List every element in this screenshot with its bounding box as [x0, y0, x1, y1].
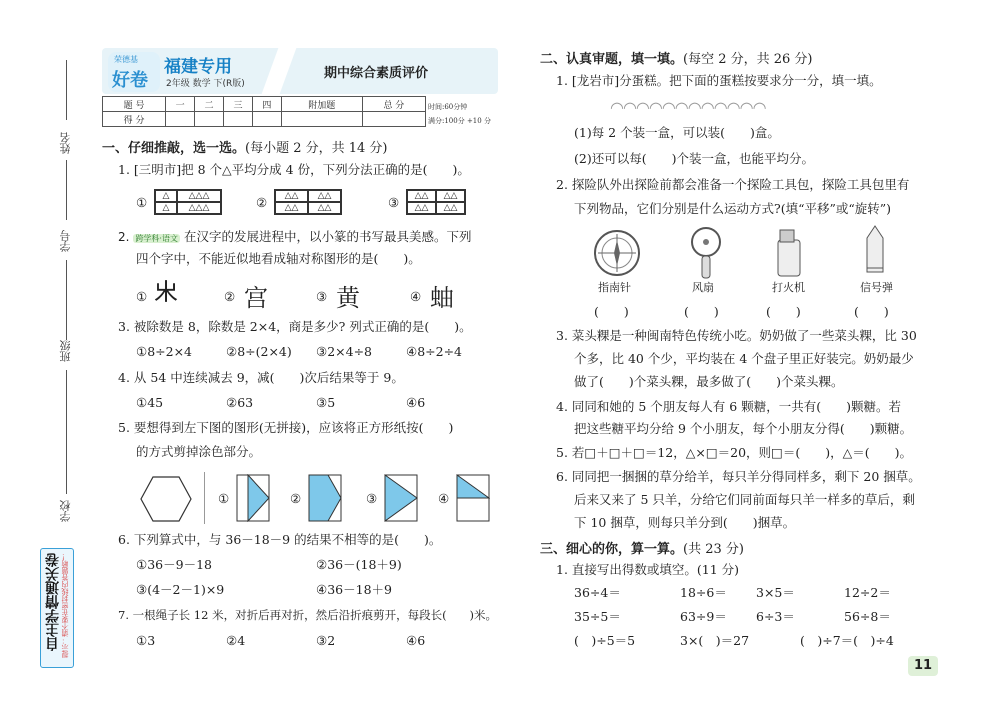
flare-icon	[864, 224, 886, 278]
s2-q6-line1: 6. 同同把一捆捆的草分给羊，每只羊分得同样多，剩下 20 捆草。	[556, 469, 921, 484]
s1-q1-opt3: ③	[388, 195, 400, 210]
s1-q5-line2: 的方式剪掉涂色部分。	[136, 444, 262, 459]
badge-note: 提示：请不要在密封线内答题哟！	[61, 553, 69, 658]
name-line-lower	[66, 160, 67, 220]
s1-q6-opt3: ③(4－2－1)×9	[136, 582, 225, 597]
score-blank[interactable]	[362, 112, 425, 127]
s1-q6-opt1: ①36－9－18	[136, 557, 212, 572]
triangle-cell: △△	[308, 202, 341, 214]
calc-cell: 36÷4＝	[574, 585, 621, 600]
s1-q5-opt3: ③	[366, 491, 378, 506]
class-label: 班级	[59, 340, 72, 362]
tool-label-flare: 信号弹	[860, 281, 893, 294]
seal-glyph-2: 宫	[244, 284, 268, 312]
school-label: 学校	[59, 500, 72, 522]
calc-cell: 63÷9＝	[680, 609, 727, 624]
s1-q6: 6. 下列算式中，与 36－18－9 的结果不相等的是( )。	[118, 532, 442, 547]
exam-header	[102, 48, 498, 94]
s1-q5-line1: 5. 要想得到左下图的图形(无拼接)，应该将正方形纸按( )	[118, 420, 454, 435]
score-cell: 三	[224, 97, 253, 112]
answer-blank-fan[interactable]: ( )	[684, 304, 719, 319]
time-info	[428, 100, 491, 128]
tool-label-fan: 风扇	[692, 281, 714, 294]
triangle-cell: △△	[436, 202, 465, 214]
s1-q2-opt2: ②	[224, 289, 236, 304]
calc-cell: 56÷8＝	[844, 609, 891, 624]
q2-line1: 在汉字的发展进程中，以小篆的书写最具美感。下列	[183, 229, 472, 244]
student-id-line	[66, 260, 67, 340]
region-title: 福建专用	[164, 57, 232, 77]
s2-q1: 1. [龙岩市]分蛋糕。把下面的蛋糕按要求分一分，填一填。	[556, 73, 882, 88]
q2-number: 2.	[118, 230, 130, 244]
triangle-cell: △△	[407, 190, 436, 202]
section2-title	[540, 48, 813, 67]
s1-q2	[118, 228, 471, 248]
s2-q2-line1: 2. 探险队外出探险前都会准备一个探险工具包，探险工具包里有	[556, 177, 910, 192]
triangle-cell: △△	[275, 202, 308, 214]
triangle-cell: △△	[308, 190, 341, 202]
s1-q2-line2: 四个字中，不能近似地看成轴对称图形的是( )。	[136, 251, 421, 266]
tool-label-lighter: 打火机	[772, 281, 805, 294]
s2-q3-line1: 3. 菜头粿是一种闽南特色传统小吃。奶奶做了一些菜头粿，比 30	[556, 328, 917, 343]
brand-logo	[108, 52, 160, 92]
tool-label-compass: 指南针	[598, 281, 631, 294]
binding-margin	[0, 0, 92, 711]
s2-q3-line3: 做了( )个菜头粿，最多做了( )个菜头粿。	[574, 374, 844, 389]
section3-title	[540, 538, 744, 557]
s2-q1-b: (2)还可以每( )个装一盒，也能平均分。	[574, 151, 814, 166]
score-cell: 题 号	[103, 97, 166, 112]
cross-subject-tag: 跨学科·语文	[135, 234, 178, 243]
calc-cell: 35÷5＝	[574, 609, 621, 624]
s1-q2-opt3: ③	[316, 289, 328, 304]
s1-q6-opt2: ②36－(18＋9)	[316, 557, 402, 572]
time-limit: 时间:60分钟	[428, 103, 468, 111]
score-table-header-row	[103, 97, 426, 112]
section1-note: (每小题 2 分，共 14 分)	[245, 141, 388, 156]
score-blank[interactable]	[166, 112, 195, 127]
triangle-cell: △△△	[177, 202, 221, 214]
folded-paper-1	[236, 474, 270, 522]
s1-q5-opt1: ①	[218, 491, 230, 506]
s1-q1: 1. [三明市]把 8 个△平均分成 4 份，下列分法正确的是( )。	[118, 162, 470, 177]
triangle-cell: △△	[407, 202, 436, 214]
class-line	[66, 370, 67, 470]
student-id-label: 学号	[59, 230, 72, 252]
s2-q1-a: (1)每 2 个装一盒，可以装( )盒。	[574, 125, 780, 140]
s1-q3-opt4: ④8÷2÷4	[406, 344, 463, 359]
s1-q3-opt2: ②8÷(2×4)	[226, 344, 292, 359]
answer-blank-flare[interactable]: ( )	[854, 304, 889, 319]
score-cell: 一	[166, 97, 195, 112]
s1-q1-opt1: ①	[136, 195, 148, 210]
triangle-group-2	[274, 189, 342, 215]
hexagon-figure	[140, 476, 192, 522]
badge-title: 自主学情通关卷	[45, 553, 61, 651]
calc-cell: 3×( )＝27	[680, 633, 750, 648]
s1-q2-opt4: ④	[410, 289, 422, 304]
score-cell: 总 分	[362, 97, 425, 112]
triangle-cell: △△	[275, 190, 308, 202]
s1-q1-opt2: ②	[256, 195, 268, 210]
compass-icon	[592, 228, 642, 278]
section1-title-text: 一、仔细推敲，选一选。	[102, 141, 246, 156]
section2-title-text: 二、认真审题，填一填。	[540, 52, 684, 67]
s1-q3-opt1: ①8÷2×4	[136, 344, 193, 359]
s3-q1: 1. 直接写出得数或填空。(11 分)	[556, 562, 740, 577]
s2-q4-line1: 4. 同同和她的 5 个朋友每人有 6 颗糖，一共有( )颗糖。若	[556, 399, 901, 414]
s2-q6-line3: 下 10 捆草，则每只羊分到( )捆草。	[574, 515, 796, 530]
name-line	[66, 60, 67, 120]
score-cell: 附加题	[281, 97, 362, 112]
logo-small-text: 荣德基	[114, 55, 138, 64]
score-table-score-row	[103, 112, 426, 127]
score-blank[interactable]	[252, 112, 281, 127]
triangle-group-1	[154, 189, 222, 215]
section3-title-text: 三、细心的你，算一算。	[540, 542, 684, 557]
s1-q4-opt2: ②63	[226, 395, 254, 410]
s1-q7: 7. 一根绳子长 12 米，对折后再对折，然后沿折痕剪开，每段长( )米。	[118, 608, 498, 622]
triangle-cell: △△	[436, 190, 465, 202]
s1-q7-opt3: ③2	[316, 633, 336, 648]
triangle-cell: △△△	[177, 190, 221, 202]
s1-q4-opt3: ③5	[316, 395, 336, 410]
s2-q6-line2: 后来又来了 5 只羊，分给它们同前面每只羊一样多的草后，剩	[574, 492, 915, 507]
exam-title: 期中综合素质评价	[324, 66, 429, 81]
calc-cell: ( )÷5＝5	[574, 633, 636, 648]
s1-q4: 4. 从 54 中连续减去 9，减( )次后结果等于 9。	[118, 370, 404, 385]
s1-q3: 3. 被除数是 8，除数是 2×4，商是多少? 列式正确的是( )。	[118, 319, 472, 334]
s2-q2-line2: 下列物品，它们分别是什么运动方式?(填“平移”或“旋转”)	[574, 201, 892, 216]
score-cell: 二	[195, 97, 224, 112]
folded-paper-4	[456, 474, 490, 522]
s1-q4-opt4: ④6	[406, 395, 426, 410]
s1-q5-opt2: ②	[290, 491, 302, 506]
seal-glyph-3: 黄	[336, 284, 360, 312]
s1-q5-opt4: ④	[438, 491, 450, 506]
score-blank[interactable]	[281, 112, 362, 127]
s1-q2-opt1: ①	[136, 289, 148, 304]
section1-title	[102, 137, 388, 156]
triangle-cell: △	[155, 202, 177, 214]
s2-q3-line2: 个多，比 40 个少，平均装在 4 个盘子里正好装完。奶奶最少	[574, 351, 914, 366]
triangle-group-3	[406, 189, 466, 215]
page-number: 11	[908, 656, 938, 676]
calc-cell: 6÷3＝	[756, 609, 795, 624]
name-label: 姓名	[59, 132, 72, 154]
score-blank[interactable]	[224, 112, 253, 127]
header-divider	[262, 48, 297, 94]
s1-q6-opt4: ④36－18＋9	[316, 582, 392, 597]
s1-q3-opt3: ③2×4÷8	[316, 344, 373, 359]
triangle-cell: △	[155, 190, 177, 202]
score-row-label: 得 分	[103, 112, 166, 127]
s1-q4-opt1: ①45	[136, 395, 164, 410]
lighter-icon	[774, 226, 804, 278]
full-score: 满分:100分 +10 分	[428, 117, 491, 125]
s1-q7-opt1: ①3	[136, 633, 156, 648]
calc-cell: 3×5＝	[756, 585, 795, 600]
s2-q5: 5. 若□＋□＋□＝12，△×□＝20，则□＝( )，△＝( )。	[556, 445, 912, 460]
calc-cell: ( )÷7＝( )÷4	[800, 633, 894, 648]
score-blank[interactable]	[195, 112, 224, 127]
seal-glyph-4: 蚰	[430, 284, 454, 312]
seal-glyph-1: 𣎵	[154, 278, 178, 306]
answer-blank-lighter[interactable]: ( )	[766, 304, 801, 319]
answer-blank-compass[interactable]: ( )	[594, 304, 629, 319]
section2-note: (每空 2 分，共 26 分)	[683, 52, 813, 67]
folded-paper-3	[384, 474, 418, 522]
calc-cell: 12÷2＝	[844, 585, 891, 600]
grade-subtitle: 2年级 数学 下(R版)	[166, 79, 245, 89]
s1-q7-opt2: ②4	[226, 633, 246, 648]
s1-q7-opt4: ④6	[406, 633, 426, 648]
calc-cell: 18÷6＝	[680, 585, 727, 600]
cake-row: ◠◠◠◠◠◠◠◠◠◠◠◠	[610, 98, 766, 117]
section3-note: (共 23 分)	[683, 542, 744, 557]
logo-big-text: 好卷	[112, 70, 148, 91]
figure-divider	[204, 472, 205, 524]
score-table	[102, 96, 426, 127]
score-cell: 四	[252, 97, 281, 112]
folded-paper-2	[308, 474, 342, 522]
s2-q4-line2: 把这些糖平均分给 9 个小朋友，每个小朋友分得( )颗糖。	[574, 421, 913, 436]
tongguan-badge	[40, 548, 74, 668]
fan-icon	[688, 226, 724, 280]
school-line	[66, 470, 67, 494]
